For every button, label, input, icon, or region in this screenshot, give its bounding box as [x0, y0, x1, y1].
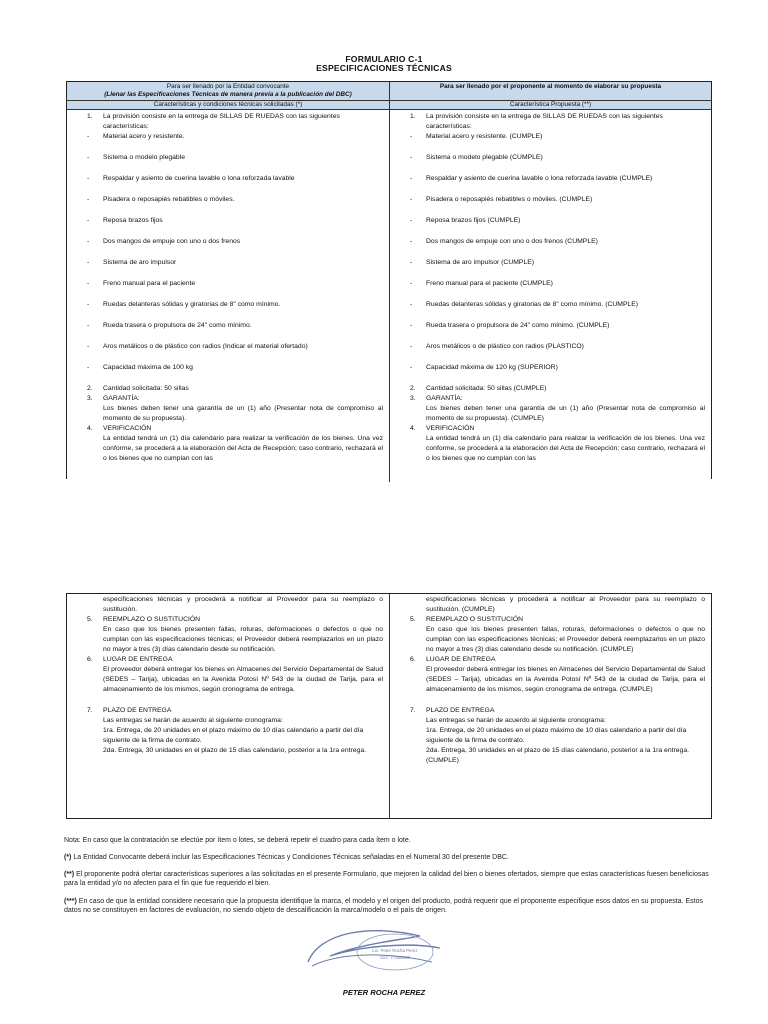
spec-item-marker: -	[87, 343, 90, 350]
spec-item-text: La provisión consiste en la entrega de SILLAS DE RUEDAS con las siguientes características:	[426, 113, 663, 130]
spec-item	[410, 258, 705, 268]
spec-item-text: Dos mangos de empuje con uno o dos frenos	[103, 238, 241, 245]
spec-item-text: especificaciones técnicas y procederá a notificar al Proveedor para su reemplazo o sustitución.	[103, 596, 383, 613]
spec-item	[87, 174, 383, 184]
table-subhead-row	[67, 101, 711, 110]
spec-item-marker: -	[87, 238, 90, 245]
spec-item	[87, 706, 383, 716]
spec-item	[87, 404, 383, 424]
footnote-2	[64, 870, 714, 888]
proposed-specs-column	[390, 110, 711, 482]
spec-item	[87, 112, 383, 132]
spec-item-text: VERIFICACIÓN	[103, 425, 152, 432]
spec-item-marker: 2.	[410, 385, 416, 392]
spec-item-marker	[87, 595, 103, 615]
spec-item-marker: 7.	[410, 707, 416, 714]
spec-item	[410, 363, 705, 373]
spec-item-marker	[410, 404, 426, 424]
spec-item-text: REEMPLAZO O SUSTITUCIÓN	[426, 616, 524, 623]
spec-item-marker: -	[410, 133, 413, 140]
spec-item-text: Las entregas se harán de acuerdo al siguiente cronograma:	[426, 717, 606, 724]
spec-item-text: 1ra. Entrega, de 20 unidades en el plazo máximo de 10 días calendario a partir del día siguiente de la firma de contrato.	[103, 727, 364, 744]
spec-item	[410, 321, 705, 331]
form-subtitle: ESPECIFICACIONES TÉCNICAS	[316, 63, 452, 73]
footnote-2-mark: (**)	[64, 871, 75, 878]
spec-item-text: PLAZO DE ENTREGA	[103, 707, 172, 714]
spec-item-marker	[87, 434, 103, 464]
spec-item-text: Cantidad solicitada: 50 sillas (CUMPLE)	[426, 385, 547, 392]
spec-item	[410, 434, 705, 464]
spec-item-text: Respaldar y asiento de cuerina lavable o lona reforzada lavable (CUMPLE)	[426, 175, 653, 182]
spec-item-text: VERIFICACIÓN	[426, 425, 475, 432]
spec-item-text: Pisadera o reposapiés rebatibles o móviles.	[103, 196, 235, 203]
spec-item-text: Material acero y resistente.	[103, 133, 185, 140]
spec-item-text: Rueda trasera o propulsora de 24" como mínimo. (CUMPLE)	[426, 322, 610, 329]
spec-item-text: Aros metálicos o de plástico con radios (Indicar el material ofertado)	[103, 343, 308, 350]
spec-item-text: GARANTÍA:	[426, 395, 463, 402]
spec-item-marker: 4.	[87, 425, 93, 432]
spec-item-marker: -	[87, 322, 90, 329]
spec-item	[410, 153, 705, 163]
spec-item	[87, 384, 383, 394]
spec-item-marker: -	[87, 175, 90, 182]
spec-item-text: Pisadera o reposapiés rebatibles o móviles. (CUMPLE)	[426, 196, 593, 203]
spec-item	[410, 424, 705, 434]
spec-item-text: La provisión consiste en la entrega de SILLAS DE RUEDAS con las siguientes características:	[103, 113, 340, 130]
requested-specs-column	[67, 110, 390, 482]
spec-item-text: Sistema de aro impulsor	[103, 259, 177, 266]
spec-item-text: Sistema o modelo plegable	[103, 154, 185, 161]
spec-item-text: Las entregas se harán de acuerdo al siguiente cronograma:	[103, 717, 283, 724]
form-title: FORMULARIO C-1	[345, 54, 423, 64]
spec-item-marker	[410, 434, 426, 464]
spec-item	[87, 258, 383, 268]
spec-item	[410, 342, 705, 352]
spec-item	[410, 279, 705, 289]
spec-item	[410, 625, 705, 655]
spec-item-text: El proveedor deberá entregar los bienes en Almacenes del Servicio Departamental de Salud (SEDES – Tarija), ubicadas en la Avenida Potosí Nº 543 de la ciudad de Tarija, para el almacenamiento de los mismos, según cronograma de entrega.	[103, 666, 383, 693]
spec-item-text: PLAZO DE ENTREGA	[426, 707, 495, 714]
spec-item-text: Reposa brazos fijos (CUMPLE)	[426, 217, 521, 224]
left-subhead: Características y condiciones técnicas solicitadas (*)	[67, 101, 390, 110]
spec-item-marker: -	[410, 322, 413, 329]
spec-item	[87, 615, 383, 625]
spec-item-marker: -	[87, 154, 90, 161]
spec-item	[410, 132, 705, 142]
spec-item-marker: 1.	[87, 113, 93, 120]
spec-item-marker: 6.	[87, 656, 93, 663]
spec-item-marker: -	[410, 154, 413, 161]
spec-item	[410, 655, 705, 665]
spec-item	[87, 394, 383, 404]
spec-item-text: 2da. Entrega, 30 unidades en el plazo de 15 días calendario, posterior a la 1ra entrega. (CUMPLE)	[426, 747, 689, 764]
spec-item-marker	[87, 404, 103, 424]
left-head-cell	[67, 82, 390, 101]
spec-item-marker: 6.	[410, 656, 416, 663]
spec-item-text: Freno manual para el paciente	[103, 280, 196, 287]
spec-item-marker: -	[410, 364, 413, 371]
signature-stamp	[300, 922, 450, 980]
spec-item	[87, 625, 383, 655]
spec-item-text: En caso que los bienes presenten fallas, roturas, deformaciones o defectos o que no cumplan con las especificaciones técnicas; el Proveedor deberá reemplazarlos en un plazo no mayor a tres (3) días calendario desde su notificación. (CUMPLE)	[426, 626, 705, 653]
spec-item	[410, 716, 705, 726]
spec-item-marker: 1.	[410, 113, 416, 120]
spec-item-marker: -	[410, 259, 413, 266]
spec-item	[87, 655, 383, 665]
spec-item-marker: -	[87, 259, 90, 266]
spec-item	[410, 384, 705, 394]
signer-name: PETER ROCHA PEREZ	[342, 988, 426, 997]
spec-item	[87, 363, 383, 373]
spec-item-marker: -	[410, 280, 413, 287]
proposed-specs-column-cont	[390, 594, 711, 818]
spec-item	[410, 174, 705, 184]
spec-item	[87, 216, 383, 226]
spec-item-text: Aros metálicos o de plástico con radios (PLASTICO)	[426, 343, 584, 350]
spec-item	[410, 237, 705, 247]
spec-item-text: Sistema o modelo plegable (CUMPLE)	[426, 154, 543, 161]
spec-item-text: 1ra. Entrega, de 20 unidades en el plazo máximo de 10 días calendario a partir del día siguiente de la firma de contrato.	[426, 727, 687, 744]
spec-item	[87, 300, 383, 310]
spec-item-text: Capacidad máxima de 100 kg	[103, 364, 193, 371]
spec-item-marker: -	[87, 196, 90, 203]
table-body-part-1	[67, 110, 711, 482]
spec-item	[410, 746, 705, 766]
spec-item-text: 2da. Entrega, 30 unidades en el plazo de 15 días calendario, posterior a la 1ra entrega.	[103, 747, 366, 754]
spec-item-text: En caso que los bienes presenten fallas, roturas, deformaciones o defectos o que no cumplan con las especificaciones técnicas; el Proveedor deberá reemplazarlos en un plazo no mayor a tres (3) días calendario desde su notificación.	[103, 626, 383, 653]
footnote-3	[64, 897, 714, 915]
spec-item-marker	[410, 665, 426, 695]
spec-item	[410, 195, 705, 205]
spec-item	[410, 726, 705, 746]
spec-item-text: Reposa brazos fijos	[103, 217, 163, 224]
spec-item-text: especificaciones técnicas y procederá a notificar al Proveedor para su reemplazo o sustitución. (CUMPLE)	[426, 596, 705, 613]
spec-item-text: Material acero y resistente. (CUMPLE)	[426, 133, 543, 140]
spec-item-marker: 7.	[87, 707, 93, 714]
spec-item-marker	[87, 726, 103, 746]
spec-item	[87, 279, 383, 289]
spec-item-marker	[410, 746, 426, 766]
spec-item-text: Ruedas delanteras sólidas y giratorias de 8" como mínimo.	[103, 301, 281, 308]
spec-item-marker: -	[87, 364, 90, 371]
footnote-1-mark: (*)	[64, 854, 72, 861]
spec-item	[410, 112, 705, 132]
spec-item-text: Ruedas delanteras sólidas y giratorias de 8" como mínimo. (CUMPLE)	[426, 301, 639, 308]
spec-item	[87, 237, 383, 247]
spec-item-marker: -	[410, 196, 413, 203]
spec-item-text: GARANTÍA:	[103, 395, 140, 402]
spec-item-marker: 3.	[87, 395, 93, 402]
spec-item-marker: -	[87, 280, 90, 287]
footnote-2-text: El proponente podrá ofertar características superiores a las solicitadas en el presente Formulario, que mejoren la calidad del bien o bienes ofertados, siempre que estas características fuesen beneficiosas para la entidad y/o no afecten para el fin que fue requerido el bien.	[64, 871, 709, 887]
spec-item	[87, 195, 383, 205]
spec-item-marker: 5.	[87, 616, 93, 623]
spec-item	[87, 342, 383, 352]
spec-item	[410, 404, 705, 424]
spec-item	[410, 706, 705, 716]
spec-item-marker: -	[87, 217, 90, 224]
spec-item	[410, 665, 705, 695]
spec-item-marker: 5.	[410, 616, 416, 623]
spec-item	[410, 300, 705, 310]
spec-item	[87, 746, 383, 756]
requested-specs-column-cont	[67, 594, 390, 818]
spec-item-text: Sistema de aro impulsor (CUMPLE)	[426, 259, 535, 266]
spec-item-marker	[410, 726, 426, 746]
spec-item	[87, 153, 383, 163]
right-subhead: Característica Propuesta (**)	[390, 101, 711, 110]
note-text: Nota: En caso que la contratación se efectúe por ítem o lotes, se deberá repetir el cuadro para cada ítem o lote.	[64, 837, 411, 844]
spec-item	[87, 595, 383, 615]
spec-item	[87, 665, 383, 695]
spec-item-marker	[87, 746, 103, 756]
footnote-1-text: La Entidad Convocante deberá incluir las Especificaciones Técnicas y Condiciones Técnicas señaladas en el Numeral 30 del presente DBC.	[71, 854, 509, 861]
spec-item-text: La entidad tendrá un (1) día calendario para realizar la verificación de los bienes. Una vez conforme, se procederá a la elaboración del Acta de Recepción; caso contrario, rechazará el o los bienes que no cumplan con las	[426, 435, 705, 462]
spec-item	[87, 434, 383, 464]
spec-item-marker	[410, 625, 426, 655]
stamp-line-2: Cel.: 77185063	[380, 955, 410, 960]
spec-item	[87, 726, 383, 746]
spec-item-text: Los bienes deben tener una garantía de un (1) año (Presentar nota de compromiso al momento de su propuesta).	[103, 405, 383, 422]
table-body-part-2	[67, 594, 711, 818]
spec-item-marker: 3.	[410, 395, 416, 402]
spec-item-text: Respaldar y asiento de cuerina lavable o lona reforzada lavable	[103, 175, 295, 182]
spec-item	[410, 615, 705, 625]
footnote-3-mark: (***)	[64, 898, 77, 905]
spec-item-marker: -	[87, 301, 90, 308]
spec-item	[410, 595, 705, 615]
spec-item-marker: -	[87, 133, 90, 140]
left-head-label: Para ser llenado por la Entidad convocante	[166, 83, 290, 90]
spec-item-marker: -	[410, 217, 413, 224]
spec-item-text: LUGAR DE ENTREGA	[426, 656, 496, 663]
spec-item	[87, 132, 383, 142]
footnote-1	[64, 853, 714, 862]
spec-item-text: Capacidad máxima de 120 kg (SUPERIOR)	[426, 364, 558, 371]
spec-item-marker: -	[410, 238, 413, 245]
spec-item-text: Los bienes deben tener una garantía de un (1) año (Presentar nota de compromiso al momento de su propuesta). (CUMPLE)	[426, 405, 705, 422]
spec-item-marker: -	[410, 175, 413, 182]
spec-item	[410, 216, 705, 226]
spec-item-marker: -	[410, 301, 413, 308]
spec-item	[410, 394, 705, 404]
footnote-3-text: En caso de que la entidad considere necesario que la propuesta identifique la marca, el modelo y el origen del producto, podrá requerir que el proponente especifique esos datos en su propuesta. Estos datos no se constituyen en factores de evaluación, no siendo objeto de descalificación la marca/modelo o el país de origen.	[64, 898, 703, 914]
spec-item	[87, 321, 383, 331]
spec-item-text: El proveedor deberá entregar los bienes en Almacenes del Servicio Departamental de Salud (SEDES – Tarija), ubicadas en la Avenida Potosí Nº 543 de la ciudad de Tarija, para el almacenamiento de los mismos, según cronograma de entrega. (CUMPLE)	[426, 666, 705, 693]
spec-item-text: La entidad tendrá un (1) día calendario para realizar la verificación de los bienes. Una vez conforme, se procederá a la elaboración del Acta de Recepción; caso contrario, rechazará el o los bienes que no cumplan con las	[103, 435, 383, 462]
stamp-line-1: Lic. Peter Rocha Perez	[372, 948, 418, 953]
spec-item-text: LUGAR DE ENTREGA	[103, 656, 173, 663]
right-head-cell: Para ser llenado por el proponente al momento de elaborar su propuesta	[390, 82, 711, 101]
spec-item-text: Dos mangos de empuje con uno o dos frenos (CUMPLE)	[426, 238, 598, 245]
left-head-note: (Llenar las Especificaciones Técnicas de manera previa a la publicación del DBC)	[104, 91, 352, 98]
specs-table-part-1	[66, 81, 712, 479]
spec-item-text: Freno manual para el paciente (CUMPLE)	[426, 280, 553, 287]
spec-item-marker	[87, 625, 103, 655]
spec-item	[87, 716, 383, 726]
spec-item-text: Cantidad solicitada: 50 sillas	[103, 385, 189, 392]
spec-item-marker	[410, 716, 426, 726]
spec-item	[87, 424, 383, 434]
specs-table-part-2	[66, 593, 712, 819]
spec-item-text: Rueda trasera o propulsora de 24" como mínimo.	[103, 322, 252, 329]
spec-item-marker: -	[410, 343, 413, 350]
spec-item-marker	[87, 716, 103, 726]
spec-item-marker	[87, 665, 103, 695]
spec-item-marker	[410, 595, 426, 615]
spec-item-marker: 4.	[410, 425, 416, 432]
spec-item-text: REEMPLAZO O SUSTITUCIÓN	[103, 616, 201, 623]
table-head-row	[67, 82, 711, 101]
spec-item-marker: 2.	[87, 385, 93, 392]
